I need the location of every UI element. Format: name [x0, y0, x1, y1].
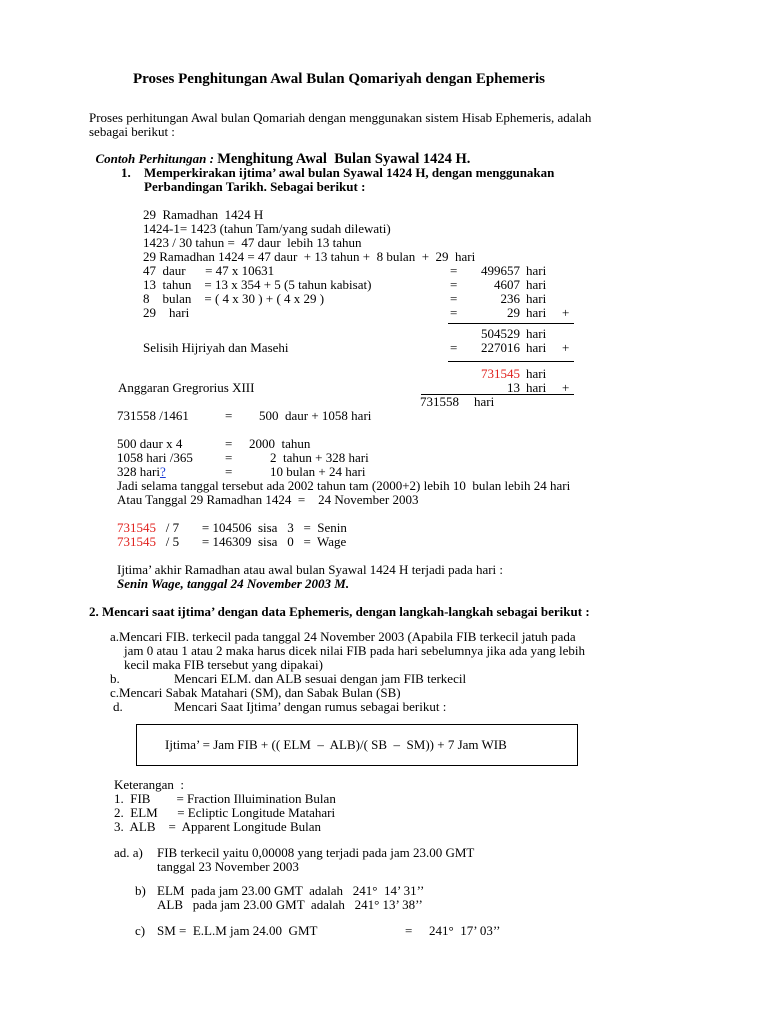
- division-left: 1058 hari /365: [117, 450, 193, 465]
- plus-sign: +: [562, 380, 570, 395]
- division-right: 10 bulan + 24 hari: [270, 464, 366, 479]
- row-unit: hari: [526, 340, 547, 355]
- calc-line: 1424-1= 1423 (tahun Tam/yang sudah dilewati): [143, 221, 391, 236]
- day-calc-number: 731545: [117, 520, 156, 535]
- sum-rule: [448, 361, 574, 362]
- division-eq: =: [225, 408, 233, 423]
- gregor-value: 13: [507, 380, 520, 395]
- ad-a-line: FIB terkecil yaitu 0,00008 yang terjadi pada jam 23.00 GMT: [157, 845, 475, 860]
- division-right: 2 tahun + 328 hari: [270, 450, 369, 465]
- formula: Ijtima’ = Jam FIB + (( ELM – ALB)/( SB – SM)) + 7 Jam WIB: [165, 737, 507, 752]
- row-value: 236: [500, 291, 520, 306]
- division-left: 500 daur x 4: [117, 436, 183, 451]
- step-a-line: kecil maka FIB tersebut yang dipakai): [124, 657, 323, 672]
- division-eq: =: [225, 450, 233, 465]
- row-unit: hari: [526, 305, 547, 320]
- division-left: 731558 /1461: [117, 408, 189, 423]
- row-unit: hari: [526, 277, 547, 292]
- example-label: Contoh Perhitungan :: [95, 151, 214, 166]
- day-calc-rest: / 7 = 104506 sisa 3 = Senin: [165, 520, 347, 535]
- legend-item: 1. FIB = Fraction Illuimination Bulan: [114, 791, 336, 806]
- sum-unit: hari: [526, 366, 547, 381]
- sum-value-red: 731545: [481, 366, 520, 381]
- row-value: 4607: [494, 277, 520, 292]
- note-line: Jadi selama tanggal tersebut ada 2002 tahun tam (2000+2) lebih 10 bulan lebih 24 hari: [117, 478, 571, 493]
- ad-c-eq: =: [405, 923, 413, 938]
- ad-b-line: ALB pada jam 23.00 GMT adalah 241° 13’ 38’’: [157, 897, 423, 912]
- plus-sign: +: [562, 340, 570, 355]
- step-a-line: a.Mencari FIB. terkecil pada tanggal 24 November 2003 (Apabila FIB terkecil jatuh pada: [110, 629, 576, 644]
- sum-unit: hari: [526, 326, 547, 341]
- conclusion-line: Ijtima’ akhir Ramadhan atau awal bulan Syawal 1424 H terjadi pada hari :: [117, 562, 504, 577]
- step-b-label: b.: [110, 671, 120, 686]
- question-link[interactable]: ?: [159, 464, 166, 479]
- row-eq: =: [450, 277, 458, 292]
- ad-c-value: 241° 17’ 03’’: [429, 923, 501, 938]
- page-title: Proses Penghitungan Awal Bulan Qomariyah dengan Ephemeris: [133, 71, 546, 87]
- ad-b-line: ELM pada jam 23.00 GMT adalah 241° 14’ 31’’: [157, 883, 425, 898]
- calc-line: 1423 / 30 tahun = 47 daur lebih 13 tahun: [143, 235, 362, 250]
- keterangan-heading: Keterangan :: [114, 777, 185, 792]
- step-d-text: Mencari Saat Ijtima’ dengan rumus sebagai berikut :: [174, 699, 447, 714]
- example-title: Menghitung Awal Bulan Syawal 1424 H.: [217, 151, 471, 167]
- division-eq: =: [225, 464, 233, 479]
- calc-line: 29 Ramadhan 1424 = 47 daur + 13 tahun + 8 bulan + 29 hari: [143, 249, 476, 264]
- row-eq: =: [450, 305, 458, 320]
- ad-c-label: c): [135, 923, 146, 938]
- calc-line: 29 Ramadhan 1424 H: [143, 207, 264, 222]
- ad-a-line: tanggal 23 November 2003: [157, 859, 299, 874]
- section-1-heading-2: Perbandingan Tarikh. Sebagai berikut :: [144, 179, 366, 194]
- ad-c-line: SM = E.L.M jam 24.00 GMT: [157, 923, 318, 938]
- note-line: Atau Tanggal 29 Ramadhan 1424 = 24 November 2003: [117, 492, 419, 507]
- division-eq: =: [225, 436, 233, 451]
- plus-sign: +: [562, 305, 570, 320]
- conclusion-result: Senin Wage, tanggal 24 November 2003 M.: [117, 576, 350, 591]
- step-c-text: c.Mencari Sabak Matahari (SM), dan Sabak Bulan (SB): [110, 685, 401, 700]
- day-calc: [117, 535, 346, 549]
- legend-item: 2. ELM = Ecliptic Longitude Matahari: [114, 805, 336, 820]
- example-heading: [89, 138, 470, 166]
- ad-a-label: ad. a): [114, 845, 143, 860]
- day-calc-rest: / 5 = 146309 sisa 0 = Wage: [165, 534, 347, 549]
- gregor-label: Anggaran Gregrorius XIII: [118, 380, 255, 395]
- row-unit: hari: [526, 263, 547, 278]
- row-eq: =: [450, 340, 458, 355]
- sum-rule: [448, 323, 574, 324]
- division-left-text: 328 hari: [117, 464, 160, 479]
- sum-unit: hari: [474, 394, 495, 409]
- row-label: 13 tahun = 13 x 354 + 5 (5 tahun kabisat): [143, 277, 372, 292]
- row-unit: hari: [526, 291, 547, 306]
- step-b-text: Mencari ELM. dan ALB sesuai dengan jam FIB terkecil: [174, 671, 467, 686]
- selisih-label: Selisih Hijriyah dan Masehi: [143, 340, 289, 355]
- ad-b-label: b): [135, 883, 146, 898]
- division-right: 2000 tahun: [249, 436, 311, 451]
- sum-value: 731558: [420, 394, 459, 409]
- row-value: 29: [507, 305, 520, 320]
- row-value: 499657: [481, 263, 520, 278]
- step-a-line: jam 0 atau 1 atau 2 maka harus dicek nilai FIB pada hari sebelumnya jika ada yang lebih: [124, 643, 585, 658]
- row-eq: =: [450, 263, 458, 278]
- legend-item: 3. ALB = Apparent Longitude Bulan: [114, 819, 322, 834]
- section-2-heading: 2. Mencari saat ijtima’ dengan data Ephemeris, dengan langkah-langkah sebagai berikut :: [89, 604, 590, 619]
- row-unit: hari: [526, 380, 547, 395]
- intro-line-2: sebagai berikut :: [89, 124, 175, 139]
- sum-value: 504529: [481, 326, 520, 341]
- row-eq: =: [450, 291, 458, 306]
- row-label: 47 daur = 47 x 10631: [143, 263, 275, 278]
- row-label: 29 hari: [143, 305, 190, 320]
- step-d-label: d.: [113, 699, 123, 714]
- selisih-value: 227016: [481, 340, 520, 355]
- row-label: 8 bulan = ( 4 x 30 ) + ( 4 x 29 ): [143, 291, 325, 306]
- division-left: [117, 465, 166, 479]
- formula-box: [136, 724, 578, 766]
- division-right: 500 daur + 1058 hari: [259, 408, 372, 423]
- section-1-heading-1: Memperkirakan ijtima’ awal bulan Syawal 1424 H, dengan menggunakan: [144, 165, 555, 180]
- day-calc-number: 731545: [117, 534, 156, 549]
- day-calc: [117, 521, 347, 535]
- intro-line-1: Proses perhitungan Awal bulan Qomariah dengan menggunakan sistem Hisab Ephemeris, adalah: [89, 110, 592, 125]
- section-1-number: 1.: [121, 165, 131, 180]
